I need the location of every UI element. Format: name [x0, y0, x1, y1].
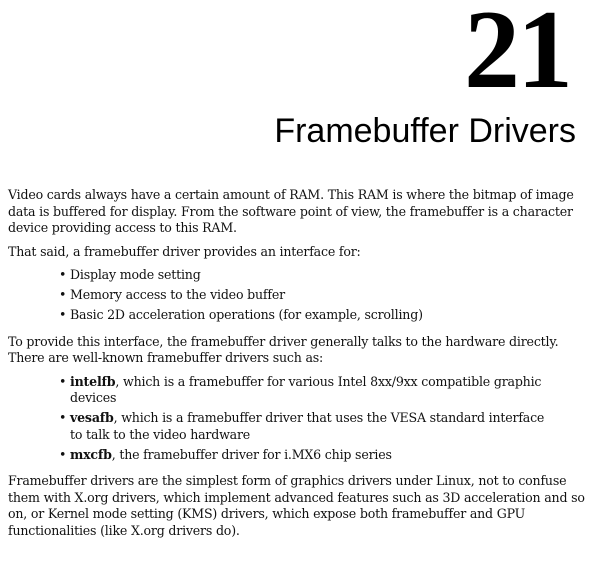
drivers-list [8, 374, 586, 464]
closing-paragraph: Framebuffer drivers are the simplest form of graphics drivers under Linux, not to confuse them with X.org drivers, which implement advanced features such as 3D acceleration and so on, or Kernel mode setting (KMS) drivers, which expose both framebuffer and GPU functionalities (like X.org drivers do). [8, 473, 585, 538]
driver-description: , the framebuffer driver for i.MX6 chip series [111, 446, 392, 462]
list-item: • Basic 2D acceleration operations (for example, scrolling) [70, 307, 586, 324]
driver-name: vesafb [70, 410, 114, 425]
chapter-number: 21 [464, 0, 570, 112]
driver-name: intelfb [70, 373, 116, 389]
list-item [70, 374, 586, 407]
intro-paragraph: Video cards always have a certain amount of RAM. This RAM is where the bitmap of image data is buffered for display. From the software point of view, the framebuffer is a character device providing access to this RAM. [8, 187, 574, 235]
driver-description: , which is a framebuffer for various Intel 8xx/9xx compatible graphic devices [70, 373, 542, 405]
driver-name: mxcfb [70, 446, 112, 462]
list-item [70, 447, 586, 464]
list-item [70, 410, 586, 443]
chapter-body [8, 187, 586, 546]
interface-intro-paragraph: That said, a framebuffer driver provides an interface for: [8, 243, 361, 259]
chapter-title: Framebuffer Drivers [274, 112, 576, 150]
interface-list [8, 267, 586, 324]
list-item: • Display mode setting [70, 267, 586, 284]
driver-description: , which is a framebuffer driver that uses the VESA standard interface to talk to the video hardware [70, 410, 545, 442]
list-item: • Memory access to the video buffer [70, 287, 586, 304]
drivers-intro-paragraph: To provide this interface, the framebuffer driver generally talks to the hardware directly. There are well-known framebuffer drivers such as: [8, 333, 559, 365]
